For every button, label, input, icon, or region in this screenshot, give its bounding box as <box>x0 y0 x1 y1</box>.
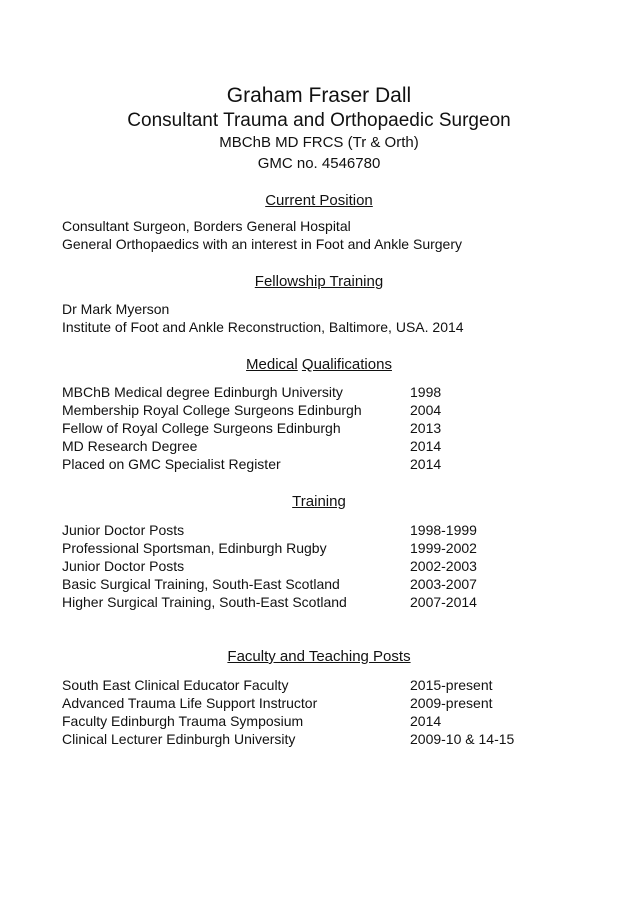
training-row <box>62 557 582 575</box>
faculty-label: Faculty Edinburgh Trauma Symposium <box>62 713 304 729</box>
faculty-label: South East Clinical Educator Faculty <box>62 677 289 693</box>
qualification-year: 2014 <box>410 438 442 454</box>
qualifications-line: MBChB MD FRCS (Tr & Orth) <box>219 134 419 151</box>
fellowship-line: Institute of Foot and Ankle Reconstruction, Baltimore, USA. 2014 <box>62 319 464 335</box>
faculty-row <box>62 694 582 712</box>
qualification-label: Fellow of Royal College Surgeons Edinburgh <box>62 420 341 436</box>
qualification-year: 2014 <box>410 456 442 472</box>
medical-qualifications-heading <box>0 355 638 374</box>
training-years: 1998-1999 <box>410 522 477 538</box>
qualification-label: MBChB Medical degree Edinburgh University <box>62 384 343 400</box>
qualification-label: Membership Royal College Surgeons Edinburgh <box>62 402 362 418</box>
qualification-label: Placed on GMC Specialist Register <box>62 456 281 472</box>
person-name: Graham Fraser Dall <box>226 84 412 107</box>
fellowship-heading <box>0 272 638 291</box>
current-position-heading <box>0 191 638 210</box>
training-row <box>62 539 582 557</box>
training-label: Junior Doctor Posts <box>62 558 185 574</box>
current-position-heading-text: Current Position <box>265 192 373 209</box>
gmc-number: GMC no. 4546780 <box>257 155 381 172</box>
qualification-row <box>62 419 582 437</box>
qualification-row <box>62 455 582 473</box>
faculty-row <box>62 676 582 694</box>
qualification-row <box>62 437 582 455</box>
faculty-label: Advanced Trauma Life Support Instructor <box>62 695 318 711</box>
faculty-row <box>62 730 582 748</box>
training-row <box>62 521 582 539</box>
training-years: 2007-2014 <box>410 594 477 610</box>
faculty-heading <box>0 647 638 666</box>
qualification-year: 2013 <box>410 420 442 436</box>
faculty-heading-text: Faculty and Teaching Posts <box>227 648 411 665</box>
medical-qualifications-heading-part2: Qualifications <box>301 356 392 373</box>
faculty-label: Clinical Lecturer Edinburgh University <box>62 731 296 747</box>
current-position-line: Consultant Surgeon, Borders General Hospital <box>62 218 351 234</box>
training-heading-text: Training <box>292 493 346 510</box>
training-row <box>62 593 582 611</box>
faculty-years: 2014 <box>410 713 442 729</box>
fellowship-line: Dr Mark Myerson <box>62 301 170 317</box>
job-title: Consultant Trauma and Orthopaedic Surgeon <box>127 110 511 131</box>
training-label: Higher Surgical Training, South-East Scotland <box>62 594 347 610</box>
qualification-year: 1998 <box>410 384 442 400</box>
training-label: Professional Sportsman, Edinburgh Rugby <box>62 540 327 556</box>
training-label: Basic Surgical Training, South-East Scotland <box>62 576 340 592</box>
faculty-years: 2009-present <box>410 695 493 711</box>
training-years: 2002-2003 <box>410 558 477 574</box>
qualification-row <box>62 383 582 401</box>
training-label: Junior Doctor Posts <box>62 522 185 538</box>
training-years: 1999-2002 <box>410 540 477 556</box>
training-row <box>62 575 582 593</box>
fellowship-heading-text: Fellowship Training <box>254 273 384 290</box>
training-years: 2003-2007 <box>410 576 477 592</box>
training-heading <box>0 492 638 511</box>
current-position-line: General Orthopaedics with an interest in Foot and Ankle Surgery <box>62 236 462 252</box>
faculty-years: 2009-10 & 14-15 <box>410 731 515 747</box>
medical-qualifications-heading-part1: Medical <box>246 356 298 373</box>
faculty-years: 2015-present <box>410 677 493 693</box>
qualification-label: MD Research Degree <box>62 438 198 454</box>
qualification-row <box>62 401 582 419</box>
qualification-year: 2004 <box>410 402 442 418</box>
faculty-row <box>62 712 582 730</box>
